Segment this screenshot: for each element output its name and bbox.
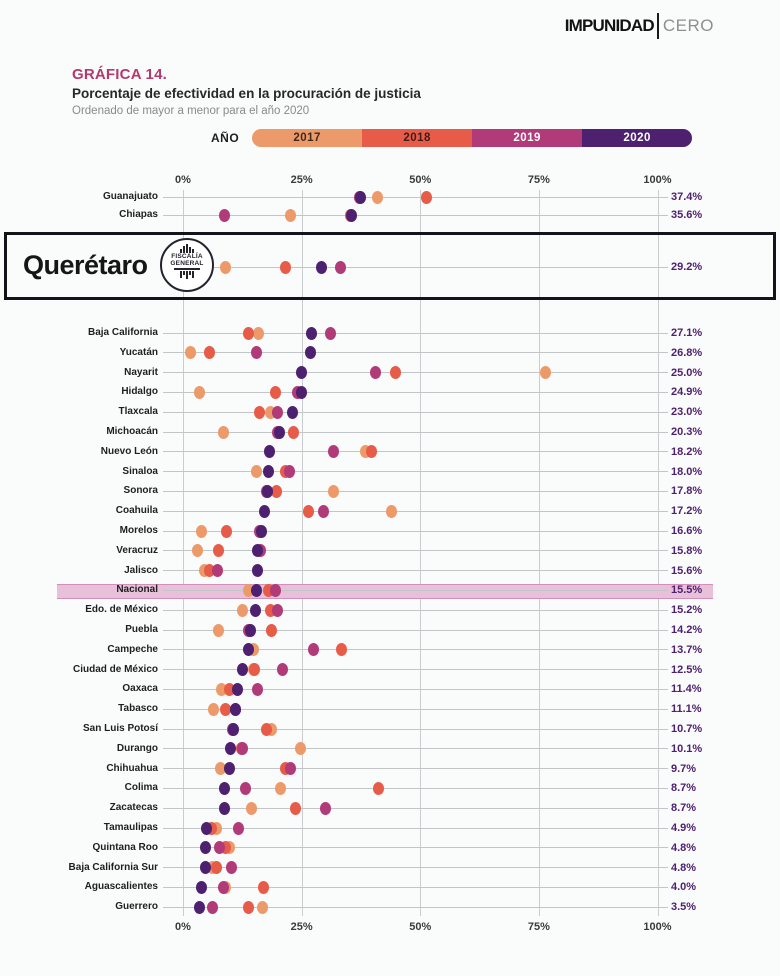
row-value-label: 24.9% xyxy=(671,386,703,399)
row-value-label: 15.6% xyxy=(671,564,703,577)
row-label: Aguascalientes xyxy=(84,881,158,893)
row-label: Morelos xyxy=(119,525,158,536)
data-dot-2018 xyxy=(221,525,232,538)
row-value-label: 3.5% xyxy=(671,901,697,914)
row-label: Sinaloa xyxy=(122,465,158,477)
row-label: Sonora xyxy=(123,485,158,497)
data-dot-2018 xyxy=(266,624,277,637)
row-value-label: 17.2% xyxy=(671,505,703,518)
data-dot-2017 xyxy=(372,191,383,204)
row-label: Tlaxcala xyxy=(118,406,158,418)
data-dot-2018 xyxy=(303,505,314,518)
data-dot-2019 xyxy=(212,564,223,577)
chart-number: GRÁFICA 14. xyxy=(72,66,167,83)
axis-tick-top-75%: 75% xyxy=(527,174,550,186)
row-value-label: 27.1% xyxy=(671,327,703,339)
data-dot-2017 xyxy=(208,703,219,716)
queretaro-label: Querétaro xyxy=(23,250,148,280)
data-dot-2019 xyxy=(318,505,329,518)
data-dot-2017 xyxy=(328,485,339,498)
data-dot-2019 xyxy=(272,406,283,419)
row-label: Ciudad de México xyxy=(72,663,158,675)
row-line xyxy=(163,197,668,198)
legend-year-2019: 2019 xyxy=(472,129,582,147)
data-dot-2017 xyxy=(253,327,264,340)
row-value-label: 11.1% xyxy=(671,703,702,716)
data-dot-2020 xyxy=(296,386,307,399)
data-dot-2020 xyxy=(262,485,273,498)
data-dot-2019 xyxy=(233,822,244,835)
row-label: Nacional xyxy=(116,584,158,596)
row-line xyxy=(163,412,668,413)
axis-tick-top-50%: 50% xyxy=(409,174,432,186)
data-dot-2019 xyxy=(308,643,319,656)
row-value-label: 11.4% xyxy=(671,683,702,696)
row-value-label: 10.7% xyxy=(671,723,703,735)
data-dot-2020 xyxy=(305,346,316,359)
data-dot-2018 xyxy=(270,386,281,399)
data-dot-2020 xyxy=(219,802,230,815)
data-dot-2019 xyxy=(370,366,381,379)
data-dot-2017 xyxy=(386,505,397,518)
data-dot-2020 xyxy=(200,841,211,854)
data-dot-2020 xyxy=(251,584,262,597)
data-dot-2017 xyxy=(257,901,268,914)
row-label: Chihuahua xyxy=(106,762,158,774)
row-label: Zacatecas xyxy=(109,802,158,814)
row-label: Tabasco xyxy=(118,703,158,715)
legend-year-2020: 2020 xyxy=(582,129,692,147)
row-line xyxy=(163,768,668,769)
data-dot-2020 xyxy=(287,406,298,419)
data-dot-2020 xyxy=(237,663,248,676)
row-label: Guanajuato xyxy=(102,191,158,202)
data-dot-2020 xyxy=(263,465,274,478)
axis-tick-bottom-25%: 25% xyxy=(290,921,313,933)
row-label: Guerrero xyxy=(115,901,158,913)
data-dot-2018 xyxy=(421,191,432,204)
row-line xyxy=(163,491,668,492)
data-dot-2020 xyxy=(250,604,261,617)
row-label: Baja California xyxy=(87,327,158,338)
data-dot-2020 xyxy=(230,703,241,716)
row-value-label: 9.7% xyxy=(671,762,697,775)
legend-label: AÑO xyxy=(211,131,240,145)
data-dot-2020 xyxy=(346,209,357,222)
row-value-label: 4.8% xyxy=(671,841,697,854)
data-dot-2017 xyxy=(251,465,262,478)
data-dot-2020 xyxy=(243,643,254,656)
data-dot-2020 xyxy=(259,505,270,518)
axis-tick-top-25%: 25% xyxy=(290,174,313,186)
row-label: Veracruz xyxy=(116,544,158,556)
axis-tick-bottom-0%: 0% xyxy=(175,921,191,933)
data-dot-2018 xyxy=(336,643,347,656)
row-label: Edo. de México xyxy=(85,604,158,616)
row-line xyxy=(163,590,668,591)
row-line xyxy=(163,907,668,908)
data-dot-2019 xyxy=(284,465,295,478)
data-dot-2018 xyxy=(204,346,215,359)
row-line xyxy=(163,511,668,512)
row-value-label: 35.6% xyxy=(671,209,703,222)
data-dot-2020 xyxy=(224,762,235,775)
logo-bars-top-icon xyxy=(180,244,194,253)
row-label: Michoacán xyxy=(106,426,158,437)
row-label: Colima xyxy=(124,782,158,794)
row-label: Yucatán xyxy=(119,346,158,358)
data-dot-2018 xyxy=(373,782,384,795)
brand-primary-text: IMPUNIDAD xyxy=(564,16,654,35)
data-dot-2017 xyxy=(194,386,205,399)
row-label: Hidalgo xyxy=(121,386,158,398)
row-value-label: 4.8% xyxy=(671,861,697,874)
row-line xyxy=(163,570,668,571)
row-value-label: 15.8% xyxy=(671,544,703,557)
row-label: Chiapas xyxy=(119,209,158,221)
row-label: Jalisco xyxy=(124,564,158,576)
data-dot-2019 xyxy=(251,346,262,359)
data-dot-2017 xyxy=(246,802,257,815)
data-dot-2020 xyxy=(306,327,317,340)
data-dot-2020 xyxy=(228,723,239,736)
data-dot-2020 xyxy=(252,564,263,577)
row-line xyxy=(163,887,668,888)
data-dot-2017 xyxy=(237,604,248,617)
row-value-label: 20.3% xyxy=(671,426,703,438)
data-dot-2019 xyxy=(207,901,218,914)
logo-strip xyxy=(174,268,200,270)
row-label: Puebla xyxy=(125,624,158,635)
data-dot-2018 xyxy=(249,663,260,676)
row-value-label: 8.7% xyxy=(671,802,697,815)
data-dot-2019 xyxy=(320,802,331,815)
axis-tick-bottom-100%: 100% xyxy=(643,921,672,933)
data-dot-2020 xyxy=(194,901,205,914)
data-dot-2020 xyxy=(296,366,307,379)
row-label: Durango xyxy=(116,742,158,754)
data-dot-2019 xyxy=(285,762,296,775)
data-dot-2017 xyxy=(185,346,196,359)
data-dot-2019 xyxy=(214,841,225,854)
data-dot-2020 xyxy=(264,445,275,458)
data-dot-2018 xyxy=(211,861,222,874)
row-label: San Luis Potosí xyxy=(82,723,158,734)
fiscalia-general-logo-icon xyxy=(160,238,214,292)
row-value-label: 15.5% xyxy=(671,584,703,597)
data-dot-2020 xyxy=(196,881,207,894)
row-line xyxy=(163,847,668,848)
data-dot-2017 xyxy=(285,209,296,222)
row-label: Campeche xyxy=(107,643,158,655)
row-label: Nayarit xyxy=(124,366,158,378)
data-dot-2019 xyxy=(240,782,251,795)
row-line xyxy=(163,788,668,789)
row-line xyxy=(163,630,668,631)
data-dot-2020 xyxy=(245,624,256,637)
row-label: Quintana Roo xyxy=(92,841,158,853)
data-dot-2019 xyxy=(252,683,263,696)
data-dot-2019 xyxy=(328,445,339,458)
data-dot-2017 xyxy=(213,624,224,637)
row-line xyxy=(163,333,668,334)
row-value-label: 4.0% xyxy=(671,881,697,894)
row-line xyxy=(163,451,668,452)
row-line xyxy=(163,372,668,373)
row-line xyxy=(163,649,668,650)
row-value-label: 14.2% xyxy=(671,624,703,636)
data-dot-2018 xyxy=(290,802,301,815)
data-dot-2019 xyxy=(219,209,230,222)
data-dot-2017 xyxy=(218,426,229,439)
row-label: Baja California Sur xyxy=(68,861,158,873)
row-value-label: 17.8% xyxy=(671,485,703,498)
row-value-label: 13.7% xyxy=(671,643,703,656)
data-dot-2020 xyxy=(256,525,267,538)
logo-text-line2: GENERAL xyxy=(170,260,204,267)
brand-secondary-text: CERO xyxy=(662,16,714,35)
row-value-label: 23.0% xyxy=(671,406,703,419)
data-dot-2018 xyxy=(258,881,269,894)
row-value-label: 18.0% xyxy=(671,465,703,478)
row-label: Tamaulipas xyxy=(103,822,158,833)
axis-tick-top-100%: 100% xyxy=(643,174,672,186)
legend-year-2017: 2017 xyxy=(252,129,362,147)
data-dot-2019 xyxy=(218,881,229,894)
data-dot-2019 xyxy=(325,327,336,340)
row-label: Oaxaca xyxy=(122,683,158,695)
data-dot-2017 xyxy=(295,742,306,755)
row-value-label: 26.8% xyxy=(671,346,703,359)
data-dot-2018 xyxy=(288,426,299,439)
data-dot-2020 xyxy=(201,822,212,835)
data-dot-2019 xyxy=(237,742,248,755)
row-value-label: 18.2% xyxy=(671,445,703,458)
data-dot-2018 xyxy=(390,366,401,379)
data-dot-2018 xyxy=(254,406,265,419)
data-dot-2019 xyxy=(272,604,283,617)
row-line xyxy=(163,215,668,216)
data-dot-2020 xyxy=(225,742,236,755)
row-value-label: 29.2% xyxy=(671,261,703,273)
row-value-label: 37.4% xyxy=(671,191,703,203)
data-dot-2017 xyxy=(196,525,207,538)
data-dot-2017 xyxy=(540,366,551,379)
logo-bars-bottom-icon xyxy=(180,271,194,280)
data-dot-2019 xyxy=(226,861,237,874)
row-value-label: 25.0% xyxy=(671,366,703,379)
row-line xyxy=(163,392,668,393)
axis-tick-bottom-50%: 50% xyxy=(409,921,432,933)
row-value-label: 8.7% xyxy=(671,782,697,795)
logo-text-line1: FISCALÍA xyxy=(171,253,203,260)
row-line xyxy=(163,352,668,353)
axis-tick-top-0%: 0% xyxy=(175,174,191,186)
data-dot-2017 xyxy=(192,544,203,557)
data-dot-2019 xyxy=(277,663,288,676)
data-dot-2018 xyxy=(243,901,254,914)
row-line xyxy=(163,471,668,472)
row-value-label: 12.5% xyxy=(671,663,703,676)
data-dot-2020 xyxy=(219,782,230,795)
row-line xyxy=(163,432,668,433)
data-dot-2019 xyxy=(270,584,281,597)
chart-title: Porcentaje de efectividad en la procuración de justicia xyxy=(72,86,421,101)
axis-tick-bottom-75%: 75% xyxy=(527,921,550,933)
row-line xyxy=(163,531,668,532)
data-dot-2018 xyxy=(213,544,224,557)
data-dot-2020 xyxy=(274,426,285,439)
legend-year-2018: 2018 xyxy=(362,129,472,147)
row-line xyxy=(163,550,668,551)
row-value-label: 4.9% xyxy=(671,822,697,834)
row-line xyxy=(163,808,668,809)
data-dot-2018 xyxy=(366,445,377,458)
queretaro-highlight-box xyxy=(4,232,776,300)
data-dot-2020 xyxy=(232,683,243,696)
row-value-label: 16.6% xyxy=(671,525,703,537)
chart-subtitle: Ordenado de mayor a menor para el año 2020 xyxy=(72,105,310,117)
row-value-label: 10.1% xyxy=(671,742,703,755)
data-dot-2018 xyxy=(243,327,254,340)
row-value-label: 15.2% xyxy=(671,604,703,617)
data-dot-2017 xyxy=(275,782,286,795)
row-label: Coahuila xyxy=(115,505,158,517)
row-label: Nuevo León xyxy=(100,445,158,457)
data-dot-2020 xyxy=(355,191,366,204)
row-line xyxy=(163,867,668,868)
